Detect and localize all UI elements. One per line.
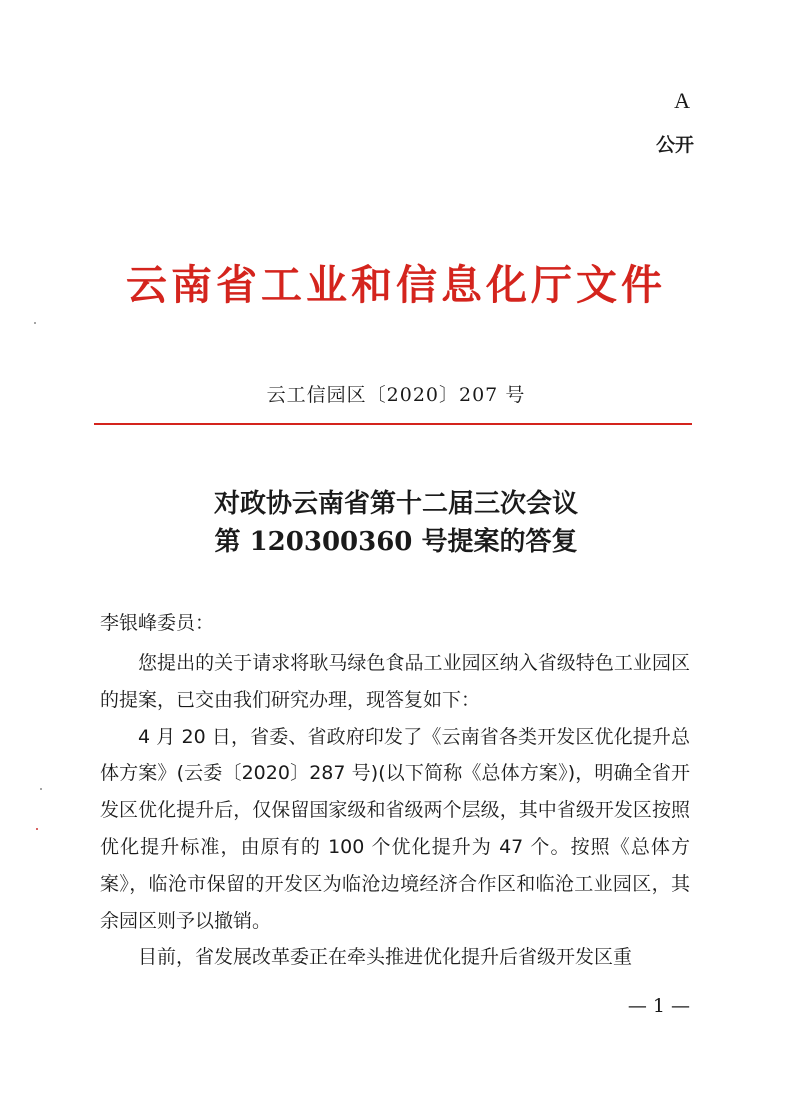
- scan-speck: [40, 788, 42, 790]
- classification-mark: A: [674, 88, 690, 113]
- disclosure-mark: 公开: [655, 134, 694, 156]
- issuer-heading: 云南省工业和信息化厅文件: [126, 261, 666, 309]
- document-title: [96, 485, 696, 561]
- paragraph-2: 4 月 20 日，省委、省政府印发了《云南省各类开发区优化提升总体方案》(云委〔2020〕287 号)(以下简称《总体方案》)，明确全省开发区优化提升后，仅保留国家级和省级两个层级，其中省级开发区按照优化提升标准，由原有的 100 个优化提升为 47 个。按照《总体方案》，临沧市保留的开发区为临沧边境经济合作区和临沧工业园区，其余园区则予以撤销。: [100, 725, 690, 932]
- paragraph-3: 目前，省发展改革委正在牵头推进优化提升后省级开发区重: [138, 946, 633, 969]
- document-number: 云工信园区〔2020〕207 号: [266, 384, 526, 406]
- salutation: 李银峰委员：: [100, 612, 215, 634]
- scan-speck: [36, 828, 38, 830]
- scan-speck: [34, 322, 36, 324]
- red-divider-line: [94, 423, 692, 425]
- paragraph-1: 您提出的关于请求将耿马绿色食品工业园区纳入省级特色工业园区的提案，已交由我们研究办理，现答复如下：: [100, 652, 690, 711]
- page-number: — 1 —: [627, 995, 690, 1017]
- body-text: [100, 645, 690, 976]
- title-line-1: 对政协云南省第十二届三次会议: [213, 489, 578, 519]
- title-line-2: 第 120300360 号提案的答复: [214, 527, 578, 557]
